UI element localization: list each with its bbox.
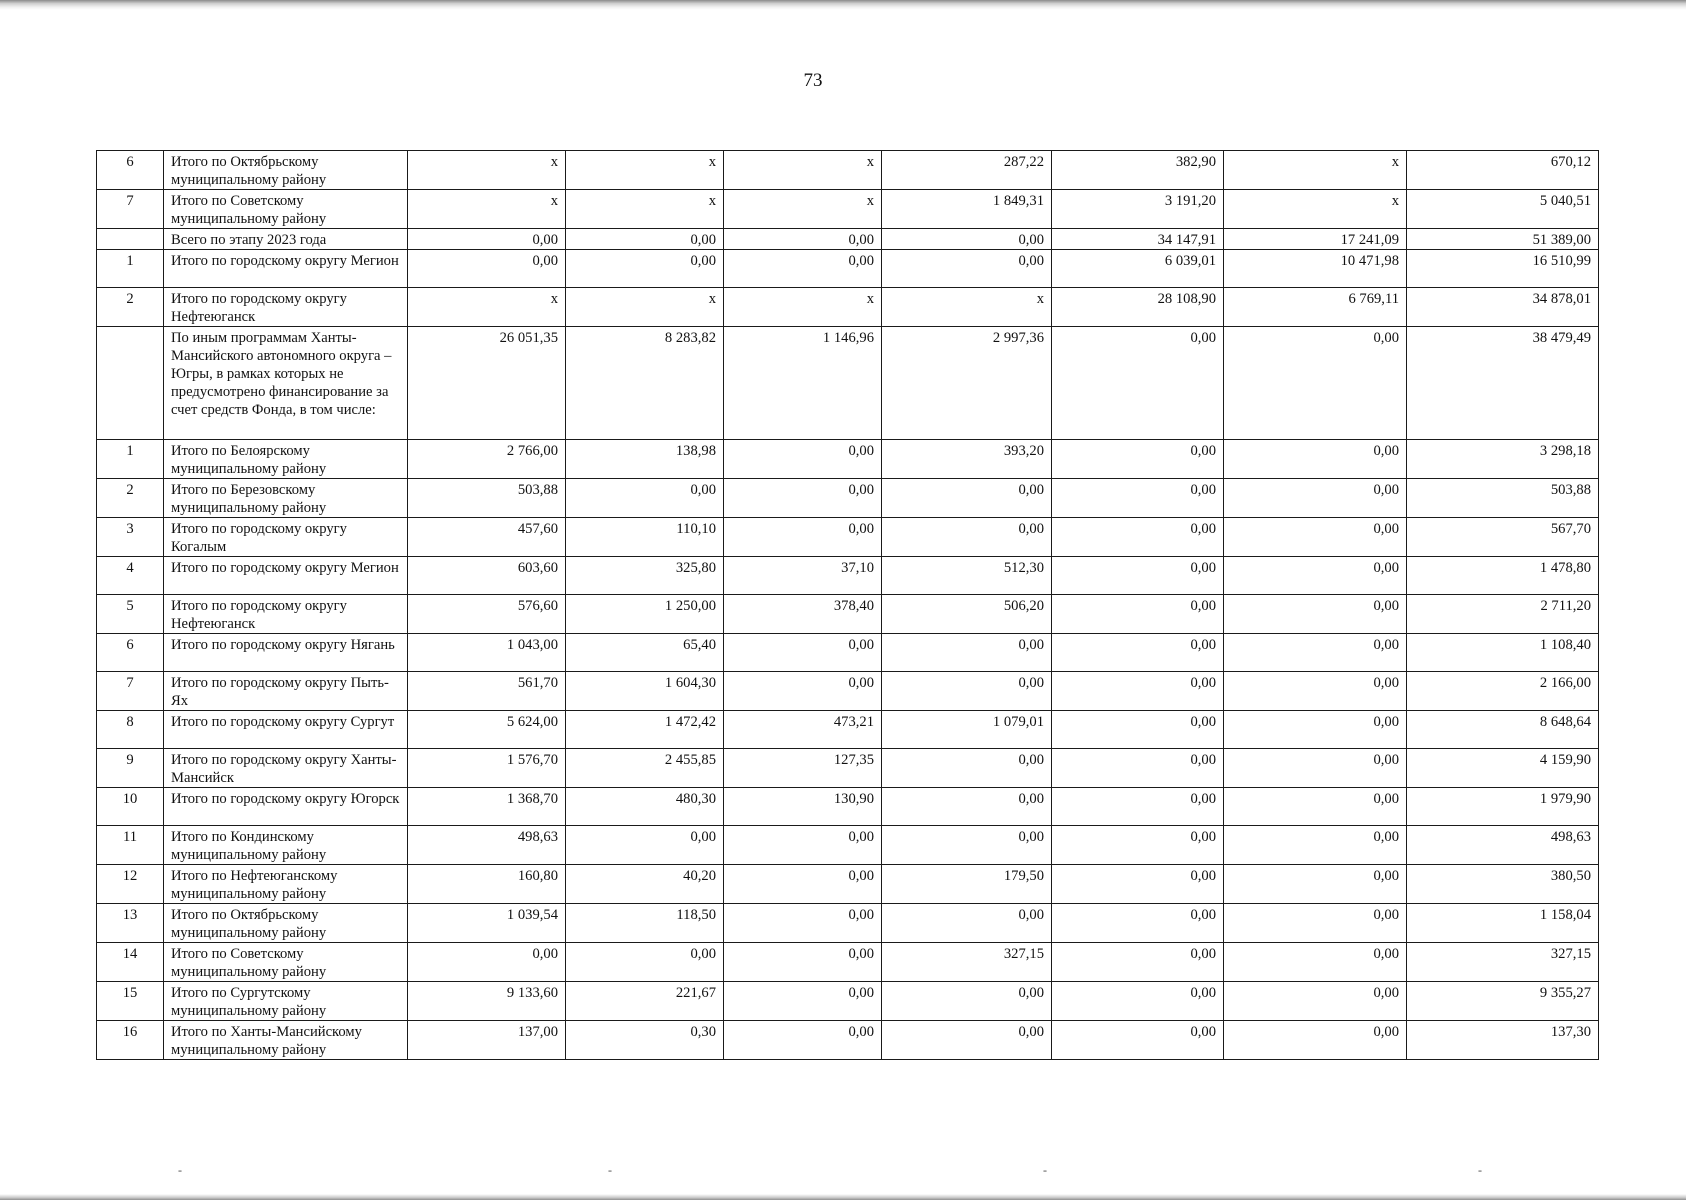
value-cell-2: 1 472,42 [566,711,724,749]
value-cell-2: 0,00 [566,479,724,518]
value-cell-4: 0,00 [882,982,1052,1021]
row-name-cell: По иным программам Ханты-Мансийского автономного округа – Югры, в рамках которых не предусмотрено финансирование за счет средств Фонда, в том числе: [164,327,408,440]
value-cell-5: 0,00 [1052,943,1224,982]
value-cell-2: 0,00 [566,826,724,865]
table-row [97,672,1599,711]
table-row [97,518,1599,557]
budget-table [96,150,1599,1060]
total-cell: 38 479,49 [1407,327,1599,440]
value-cell-3: 0,00 [724,440,882,479]
value-cell-6: 0,00 [1224,711,1407,749]
row-number-cell: 9 [97,749,164,788]
value-cell-3: 1 146,96 [724,327,882,440]
value-cell-2: 65,40 [566,634,724,672]
total-cell: 16 510,99 [1407,250,1599,288]
value-cell-3: 127,35 [724,749,882,788]
value-cell-2: 0,30 [566,1021,724,1060]
value-cell-1: 1 576,70 [408,749,566,788]
row-name-cell: Итого по Нефтеюганскому муниципальному району [164,865,408,904]
value-cell-2: х [566,190,724,229]
row-number-cell: 6 [97,151,164,190]
total-cell: 670,12 [1407,151,1599,190]
row-number-cell: 10 [97,788,164,826]
table-row [97,788,1599,826]
value-cell-3: 0,00 [724,634,882,672]
value-cell-5: 0,00 [1052,865,1224,904]
row-number-cell: 2 [97,479,164,518]
value-cell-4: 1 079,01 [882,711,1052,749]
value-cell-1: х [408,288,566,327]
row-number-cell [97,229,164,250]
total-cell: 137,30 [1407,1021,1599,1060]
row-name-cell: Итого по городскому округу Нягань [164,634,408,672]
row-name-cell: Итого по Сургутскому муниципальному району [164,982,408,1021]
value-cell-3: 0,00 [724,904,882,943]
value-cell-5: 0,00 [1052,904,1224,943]
table-row [97,479,1599,518]
total-cell: 327,15 [1407,943,1599,982]
total-cell: 380,50 [1407,865,1599,904]
scan-mark: - [178,1163,182,1177]
value-cell-2: 138,98 [566,440,724,479]
table-row [97,327,1599,440]
value-cell-3: х [724,288,882,327]
value-cell-2: х [566,151,724,190]
value-cell-6: 0,00 [1224,865,1407,904]
total-cell: 3 298,18 [1407,440,1599,479]
row-name-cell: Итого по городскому округу Мегион [164,557,408,595]
table-row [97,711,1599,749]
table-row [97,229,1599,250]
total-cell: 1 158,04 [1407,904,1599,943]
value-cell-4: 0,00 [882,479,1052,518]
value-cell-1: 160,80 [408,865,566,904]
value-cell-2: 8 283,82 [566,327,724,440]
row-number-cell: 1 [97,440,164,479]
row-name-cell: Всего по этапу 2023 года [164,229,408,250]
value-cell-6: 0,00 [1224,1021,1407,1060]
value-cell-3: 0,00 [724,1021,882,1060]
table-row [97,865,1599,904]
value-cell-6: 17 241,09 [1224,229,1407,250]
total-cell: 567,70 [1407,518,1599,557]
value-cell-5: 0,00 [1052,1021,1224,1060]
total-cell: 2 166,00 [1407,672,1599,711]
value-cell-4: 179,50 [882,865,1052,904]
value-cell-4: 287,22 [882,151,1052,190]
value-cell-2: 1 250,00 [566,595,724,634]
value-cell-4: 0,00 [882,788,1052,826]
row-name-cell: Итого по Советскому муниципальному району [164,943,408,982]
row-name-cell: Итого по Октябрьскому муниципальному району [164,151,408,190]
row-number-cell: 14 [97,943,164,982]
value-cell-5: 6 039,01 [1052,250,1224,288]
value-cell-6: 0,00 [1224,943,1407,982]
value-cell-6: 0,00 [1224,788,1407,826]
row-name-cell: Итого по Березовскому муниципальному району [164,479,408,518]
value-cell-3: х [724,190,882,229]
value-cell-1: 457,60 [408,518,566,557]
row-number-cell: 5 [97,595,164,634]
row-name-cell: Итого по Октябрьскому муниципальному району [164,904,408,943]
value-cell-4: 0,00 [882,826,1052,865]
value-cell-1: 503,88 [408,479,566,518]
table-row [97,904,1599,943]
row-number-cell: 4 [97,557,164,595]
total-cell: 1 478,80 [1407,557,1599,595]
value-cell-2: 0,00 [566,250,724,288]
total-cell: 34 878,01 [1407,288,1599,327]
total-cell: 9 355,27 [1407,982,1599,1021]
value-cell-4: 393,20 [882,440,1052,479]
value-cell-2: 325,80 [566,557,724,595]
value-cell-5: 0,00 [1052,826,1224,865]
value-cell-1: 9 133,60 [408,982,566,1021]
total-cell: 5 040,51 [1407,190,1599,229]
value-cell-3: х [724,151,882,190]
table-row [97,151,1599,190]
value-cell-2: 118,50 [566,904,724,943]
value-cell-4: 0,00 [882,634,1052,672]
value-cell-5: 0,00 [1052,518,1224,557]
value-cell-3: 0,00 [724,826,882,865]
value-cell-5: 382,90 [1052,151,1224,190]
total-cell: 503,88 [1407,479,1599,518]
value-cell-3: 37,10 [724,557,882,595]
value-cell-6: 0,00 [1224,672,1407,711]
value-cell-4: 0,00 [882,229,1052,250]
value-cell-6: 6 769,11 [1224,288,1407,327]
value-cell-5: 0,00 [1052,634,1224,672]
row-name-cell: Итого по городскому округу Сургут [164,711,408,749]
value-cell-3: 0,00 [724,229,882,250]
value-cell-5: 0,00 [1052,327,1224,440]
scan-mark: - [1478,1163,1482,1177]
value-cell-6: 0,00 [1224,826,1407,865]
value-cell-3: 130,90 [724,788,882,826]
page-number: 73 [803,70,823,91]
value-cell-1: 561,70 [408,672,566,711]
value-cell-6: 0,00 [1224,634,1407,672]
value-cell-1: 576,60 [408,595,566,634]
value-cell-6: х [1224,151,1407,190]
value-cell-5: 0,00 [1052,672,1224,711]
total-cell: 2 711,20 [1407,595,1599,634]
value-cell-3: 0,00 [724,672,882,711]
value-cell-4: 327,15 [882,943,1052,982]
table-row [97,440,1599,479]
total-cell: 1 108,40 [1407,634,1599,672]
row-name-cell: Итого по Белоярскому муниципальному району [164,440,408,479]
table-row [97,595,1599,634]
value-cell-6: 0,00 [1224,904,1407,943]
value-cell-3: 0,00 [724,479,882,518]
value-cell-4: 0,00 [882,672,1052,711]
row-number-cell: 8 [97,711,164,749]
value-cell-1: 603,60 [408,557,566,595]
row-number-cell: 7 [97,672,164,711]
value-cell-1: х [408,190,566,229]
value-cell-6: 0,00 [1224,595,1407,634]
value-cell-1: х [408,151,566,190]
total-cell: 498,63 [1407,826,1599,865]
total-cell: 8 648,64 [1407,711,1599,749]
table-row [97,826,1599,865]
table-row [97,250,1599,288]
value-cell-3: 473,21 [724,711,882,749]
row-number-cell: 13 [97,904,164,943]
row-number-cell: 1 [97,250,164,288]
row-name-cell: Итого по городскому округу Пыть-Ях [164,672,408,711]
value-cell-4: 506,20 [882,595,1052,634]
value-cell-1: 0,00 [408,250,566,288]
row-number-cell: 6 [97,634,164,672]
row-number-cell: 12 [97,865,164,904]
total-cell: 4 159,90 [1407,749,1599,788]
value-cell-5: 0,00 [1052,595,1224,634]
value-cell-1: 0,00 [408,229,566,250]
scan-mark: - [608,1163,612,1177]
value-cell-1: 1 368,70 [408,788,566,826]
value-cell-5: 34 147,91 [1052,229,1224,250]
row-name-cell: Итого по городскому округу Нефтеюганск [164,288,408,327]
value-cell-5: 0,00 [1052,749,1224,788]
value-cell-4: 0,00 [882,749,1052,788]
value-cell-5: 0,00 [1052,788,1224,826]
value-cell-5: 0,00 [1052,982,1224,1021]
row-name-cell: Итого по Кондинскому муниципальному району [164,826,408,865]
value-cell-1: 137,00 [408,1021,566,1060]
value-cell-6: 0,00 [1224,440,1407,479]
row-number-cell [97,327,164,440]
value-cell-3: 0,00 [724,865,882,904]
table-row [97,557,1599,595]
row-number-cell: 15 [97,982,164,1021]
scan-edge-bottom [0,1194,1686,1200]
value-cell-1: 1 043,00 [408,634,566,672]
row-name-cell: Итого по Ханты-Мансийскому муниципальному району [164,1021,408,1060]
value-cell-6: 0,00 [1224,479,1407,518]
value-cell-1: 1 039,54 [408,904,566,943]
value-cell-2: 110,10 [566,518,724,557]
value-cell-6: 0,00 [1224,749,1407,788]
table-row [97,634,1599,672]
table-row [97,190,1599,229]
value-cell-5: 0,00 [1052,711,1224,749]
value-cell-2: 1 604,30 [566,672,724,711]
value-cell-2: 0,00 [566,943,724,982]
table-row [97,1021,1599,1060]
total-cell: 51 389,00 [1407,229,1599,250]
table-row [97,982,1599,1021]
value-cell-1: 498,63 [408,826,566,865]
value-cell-4: 0,00 [882,518,1052,557]
value-cell-4: 0,00 [882,904,1052,943]
row-number-cell: 16 [97,1021,164,1060]
value-cell-4: 2 997,36 [882,327,1052,440]
value-cell-2: 480,30 [566,788,724,826]
value-cell-5: 0,00 [1052,440,1224,479]
total-cell: 1 979,90 [1407,788,1599,826]
value-cell-6: 0,00 [1224,557,1407,595]
value-cell-3: 0,00 [724,943,882,982]
value-cell-4: 512,30 [882,557,1052,595]
value-cell-2: 2 455,85 [566,749,724,788]
budget-table-body [97,151,1599,1060]
value-cell-2: 40,20 [566,865,724,904]
value-cell-2: 0,00 [566,229,724,250]
value-cell-4: 0,00 [882,250,1052,288]
row-number-cell: 2 [97,288,164,327]
value-cell-6: 0,00 [1224,518,1407,557]
value-cell-1: 0,00 [408,943,566,982]
value-cell-3: 0,00 [724,250,882,288]
table-row [97,943,1599,982]
value-cell-3: 378,40 [724,595,882,634]
row-number-cell: 3 [97,518,164,557]
row-name-cell: Итого по городскому округу Мегион [164,250,408,288]
scan-mark: - [1043,1163,1047,1177]
value-cell-2: х [566,288,724,327]
value-cell-6: 0,00 [1224,982,1407,1021]
row-name-cell: Итого по городскому округу Когалым [164,518,408,557]
value-cell-4: х [882,288,1052,327]
value-cell-1: 26 051,35 [408,327,566,440]
row-number-cell: 11 [97,826,164,865]
value-cell-5: 3 191,20 [1052,190,1224,229]
table-row [97,288,1599,327]
row-name-cell: Итого по городскому округу Ханты-Мансийск [164,749,408,788]
value-cell-4: 0,00 [882,1021,1052,1060]
value-cell-2: 221,67 [566,982,724,1021]
scan-edge-top [0,0,1686,10]
value-cell-3: 0,00 [724,982,882,1021]
row-name-cell: Итого по городскому округу Югорск [164,788,408,826]
table-row [97,749,1599,788]
row-name-cell: Итого по Советскому муниципальному району [164,190,408,229]
value-cell-1: 2 766,00 [408,440,566,479]
value-cell-4: 1 849,31 [882,190,1052,229]
row-number-cell: 7 [97,190,164,229]
value-cell-3: 0,00 [724,518,882,557]
value-cell-6: 10 471,98 [1224,250,1407,288]
row-name-cell: Итого по городскому округу Нефтеюганск [164,595,408,634]
value-cell-6: х [1224,190,1407,229]
value-cell-5: 0,00 [1052,557,1224,595]
value-cell-5: 28 108,90 [1052,288,1224,327]
value-cell-1: 5 624,00 [408,711,566,749]
value-cell-6: 0,00 [1224,327,1407,440]
value-cell-5: 0,00 [1052,479,1224,518]
